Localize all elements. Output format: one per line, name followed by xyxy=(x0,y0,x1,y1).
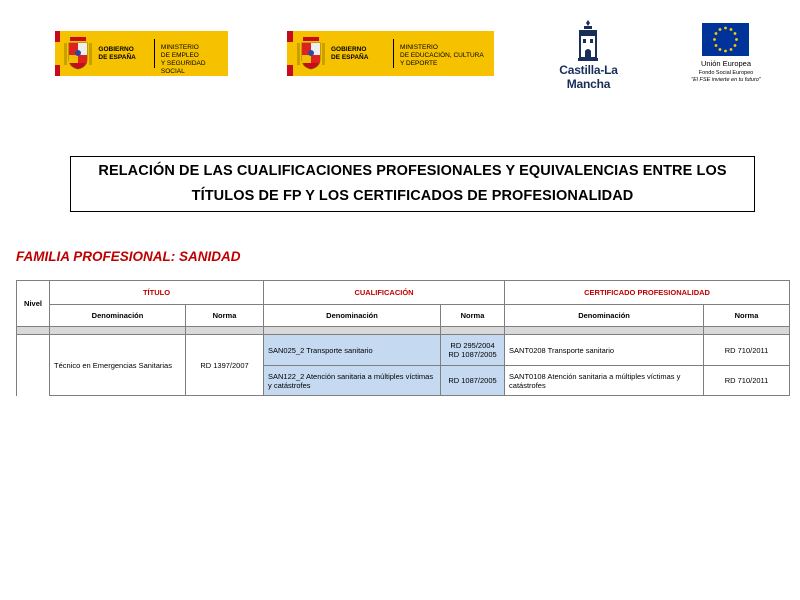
titulo-norma: RD 1397/2007 xyxy=(186,335,264,396)
ue-fund: Fondo Social Europeo xyxy=(698,70,754,76)
ministerio-line3: Y SEGURIDAD SOCIAL xyxy=(160,60,206,75)
ministerio-line3: Y DEPORTE xyxy=(400,60,438,67)
norma-line: RD 295/2004 xyxy=(450,341,495,350)
ue-motto: "El FSE invierte en tu futuro" xyxy=(691,77,761,83)
subheader-denominacion: Denominación xyxy=(50,305,186,327)
ministerio-line2: DE EDUCACIÓN, CULTURA xyxy=(400,52,484,59)
ue-name: Unión Europea xyxy=(700,59,752,68)
header-certificado: CERTIFICADO PROFESIONALIDAD xyxy=(505,281,790,305)
subheader-norma: Norma xyxy=(186,305,264,327)
certificado-cell: SANT0108 Atención sanitaria a múltiples víctimas y catástrofes xyxy=(505,366,704,396)
castilla-la-mancha-logo xyxy=(536,18,641,91)
eu-flag-icon xyxy=(702,23,749,56)
document-title xyxy=(70,156,755,212)
coat-of-arms-icon xyxy=(293,31,329,76)
subheader-norma: Norma xyxy=(704,305,790,327)
titulo-denominacion: Técnico en Emergencias Sanitarias xyxy=(50,335,186,396)
cualificacion-cell: SAN025_2 Transporte sanitario xyxy=(264,335,441,366)
qualifications-table xyxy=(16,280,790,396)
ministerio-line2: DE EMPLEO xyxy=(160,52,199,59)
ministerio-empleo-logo xyxy=(55,31,228,76)
separator-row xyxy=(17,327,790,335)
header-cualificacion: CUALIFICACIÓN xyxy=(264,281,505,305)
cualificacion-norma: RD 1087/2005 xyxy=(441,366,505,396)
title-line-1: RELACIÓN DE LAS CUALIFICACIONES PROFESIONALES Y EQUIVALENCIAS ENTRE LOS xyxy=(98,163,727,179)
cualificacion-cell: SAN122_2 Atención sanitaria a múltiples víctimas y catástrofes xyxy=(264,366,441,396)
subheader-denominacion: Denominación xyxy=(264,305,441,327)
header-nivel: Nivel xyxy=(17,281,50,327)
cualificacion-norma xyxy=(441,335,505,366)
gobierno-line2: DE ESPAÑA xyxy=(331,54,369,61)
ministerio-line1: MINISTERIO xyxy=(160,44,199,51)
table-row xyxy=(17,335,790,366)
family-heading: FAMILIA PROFESIONAL: SANIDAD xyxy=(16,249,241,264)
clm-name: Castilla-La Mancha xyxy=(559,63,618,91)
union-europea-logo xyxy=(676,23,776,85)
subheader-norma: Norma xyxy=(441,305,505,327)
ministerio-educacion-logo xyxy=(287,31,494,76)
header-titulo: TÍTULO xyxy=(50,281,264,305)
gobierno-line1: GOBIERNO xyxy=(98,46,134,53)
coat-of-arms-icon xyxy=(60,31,96,76)
ministerio-line1: MINISTERIO xyxy=(400,44,438,51)
title-line-2: TÍTULOS DE FP Y LOS CERTIFICADOS DE PROFESIONALIDAD xyxy=(191,188,634,204)
certificado-cell: SANT0208 Transporte sanitario xyxy=(505,335,704,366)
subheader-denominacion: Denominación xyxy=(505,305,704,327)
nivel-cell xyxy=(17,335,50,396)
norma-line: RD 1087/2005 xyxy=(448,350,497,359)
castle-icon xyxy=(536,18,641,62)
certificado-norma: RD 710/2011 xyxy=(704,366,790,396)
gobierno-line1: GOBIERNO xyxy=(331,46,367,53)
gobierno-line2: DE ESPAÑA xyxy=(98,54,136,61)
certificado-norma: RD 710/2011 xyxy=(704,335,790,366)
